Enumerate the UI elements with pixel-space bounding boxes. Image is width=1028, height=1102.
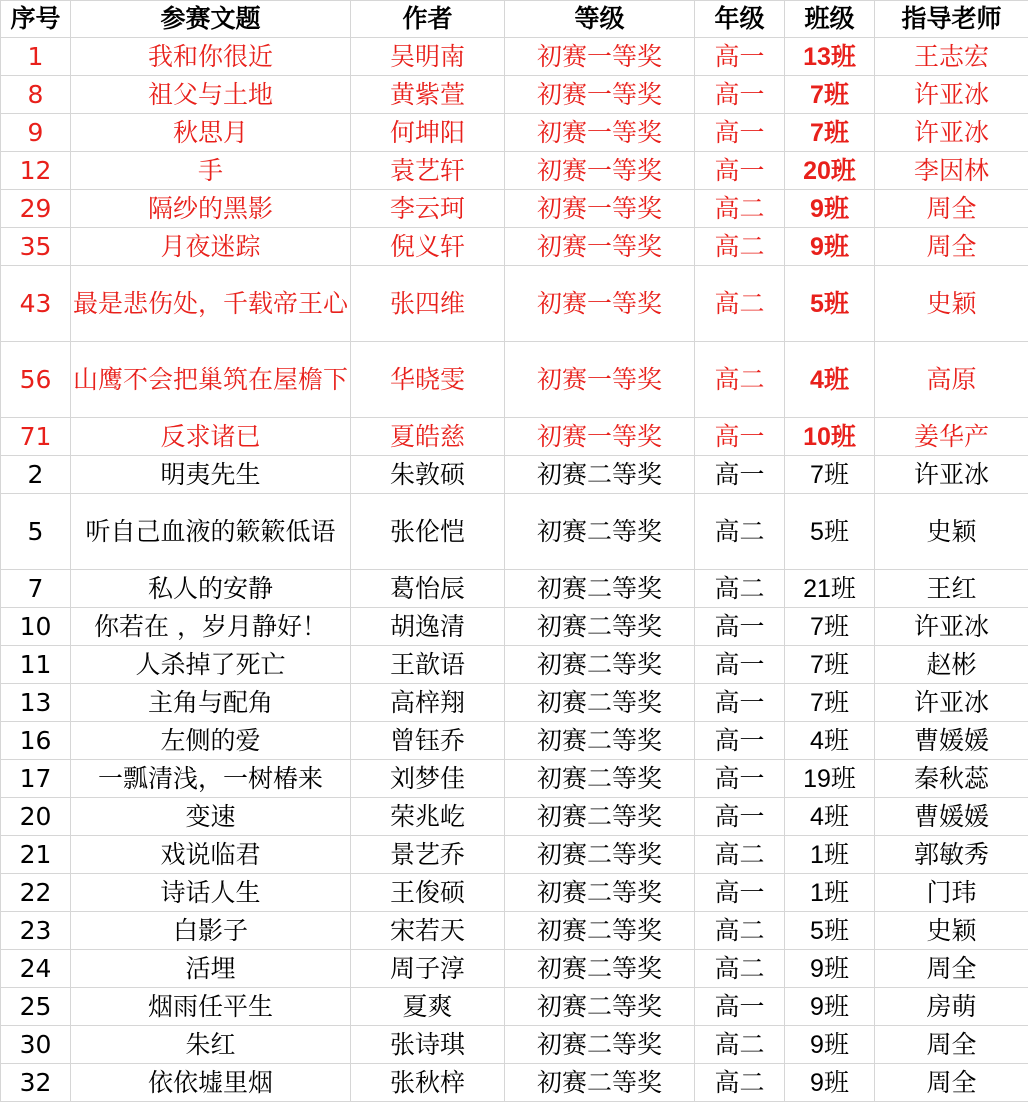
table-row (1, 684, 1028, 722)
header-row (1, 1, 1028, 38)
cell-grade: 高一 (695, 646, 785, 684)
cell-title: 最是悲伤处，千载帝王心 (71, 266, 351, 342)
cell-class: 9班 (785, 190, 875, 228)
cell-level: 初赛一等奖 (505, 342, 695, 418)
cell-level: 初赛一等奖 (505, 152, 695, 190)
cell-title: 我和你很近 (71, 38, 351, 76)
table-row (1, 456, 1028, 494)
cell-class: 13班 (785, 38, 875, 76)
cell-author: 王歆语 (351, 646, 505, 684)
cell-teacher: 姜华产 (875, 418, 1028, 456)
table-row (1, 1064, 1028, 1102)
cell-class: 9班 (785, 228, 875, 266)
cell-teacher: 许亚冰 (875, 608, 1028, 646)
cell-author: 张秋梓 (351, 1064, 505, 1102)
cell-author: 李云珂 (351, 190, 505, 228)
header-no: 序号 (1, 1, 71, 38)
cell-grade: 高二 (695, 228, 785, 266)
cell-no: 12 (1, 152, 71, 190)
table-row (1, 152, 1028, 190)
cell-grade: 高一 (695, 114, 785, 152)
cell-no: 8 (1, 76, 71, 114)
header-grade: 年级 (695, 1, 785, 38)
header-class: 班级 (785, 1, 875, 38)
cell-teacher: 房萌 (875, 988, 1028, 1026)
cell-teacher: 许亚冰 (875, 684, 1028, 722)
cell-no: 32 (1, 1064, 71, 1102)
table-row (1, 494, 1028, 570)
cell-class: 9班 (785, 950, 875, 988)
cell-class: 5班 (785, 912, 875, 950)
cell-teacher: 高原 (875, 342, 1028, 418)
cell-author: 葛怡辰 (351, 570, 505, 608)
cell-class: 9班 (785, 988, 875, 1026)
cell-title: 一瓢清浅，一树椿来 (71, 760, 351, 798)
cell-class: 9班 (785, 1026, 875, 1064)
cell-teacher: 王志宏 (875, 38, 1028, 76)
cell-grade: 高一 (695, 152, 785, 190)
table-row (1, 608, 1028, 646)
cell-grade: 高二 (695, 570, 785, 608)
cell-grade: 高二 (695, 950, 785, 988)
table-body (1, 38, 1028, 1102)
cell-teacher: 史颖 (875, 266, 1028, 342)
cell-grade: 高二 (695, 266, 785, 342)
cell-level: 初赛一等奖 (505, 114, 695, 152)
cell-level: 初赛一等奖 (505, 228, 695, 266)
cell-title: 秋思月 (71, 114, 351, 152)
cell-class: 5班 (785, 266, 875, 342)
table-row (1, 570, 1028, 608)
cell-author: 张四维 (351, 266, 505, 342)
cell-no: 10 (1, 608, 71, 646)
cell-author: 吴明南 (351, 38, 505, 76)
cell-grade: 高一 (695, 684, 785, 722)
cell-level: 初赛一等奖 (505, 76, 695, 114)
cell-no: 22 (1, 874, 71, 912)
cell-author: 张伦恺 (351, 494, 505, 570)
cell-level: 初赛二等奖 (505, 950, 695, 988)
cell-teacher: 曹媛媛 (875, 798, 1028, 836)
cell-title: 听自己血液的簌簌低语 (71, 494, 351, 570)
cell-no: 21 (1, 836, 71, 874)
cell-author: 黄紫萱 (351, 76, 505, 114)
table-row (1, 950, 1028, 988)
cell-author: 夏皓慈 (351, 418, 505, 456)
table-row (1, 190, 1028, 228)
cell-level: 初赛一等奖 (505, 38, 695, 76)
table-row (1, 228, 1028, 266)
cell-teacher: 周全 (875, 1064, 1028, 1102)
cell-class: 10班 (785, 418, 875, 456)
cell-no: 16 (1, 722, 71, 760)
cell-grade: 高一 (695, 456, 785, 494)
cell-level: 初赛二等奖 (505, 1064, 695, 1102)
cell-class: 7班 (785, 456, 875, 494)
cell-teacher: 许亚冰 (875, 76, 1028, 114)
cell-level: 初赛二等奖 (505, 608, 695, 646)
cell-no: 30 (1, 1026, 71, 1064)
cell-title: 诗话人生 (71, 874, 351, 912)
cell-no: 1 (1, 38, 71, 76)
cell-grade: 高二 (695, 1064, 785, 1102)
cell-no: 2 (1, 456, 71, 494)
cell-no: 24 (1, 950, 71, 988)
cell-teacher: 许亚冰 (875, 456, 1028, 494)
table-row (1, 912, 1028, 950)
cell-class: 5班 (785, 494, 875, 570)
cell-no: 56 (1, 342, 71, 418)
cell-teacher: 秦秋蕊 (875, 760, 1028, 798)
cell-author: 周子淳 (351, 950, 505, 988)
cell-level: 初赛二等奖 (505, 760, 695, 798)
table-row (1, 722, 1028, 760)
table-row (1, 798, 1028, 836)
cell-level: 初赛二等奖 (505, 836, 695, 874)
table-row (1, 760, 1028, 798)
cell-teacher: 周全 (875, 1026, 1028, 1064)
header-level: 等级 (505, 1, 695, 38)
cell-class: 7班 (785, 646, 875, 684)
table-row (1, 874, 1028, 912)
cell-title: 烟雨任平生 (71, 988, 351, 1026)
cell-teacher: 门玮 (875, 874, 1028, 912)
cell-teacher: 曹媛媛 (875, 722, 1028, 760)
cell-teacher: 周全 (875, 228, 1028, 266)
table-row (1, 646, 1028, 684)
cell-class: 4班 (785, 798, 875, 836)
cell-title: 你若在 ，岁月静好！ (71, 608, 351, 646)
cell-level: 初赛二等奖 (505, 798, 695, 836)
cell-no: 20 (1, 798, 71, 836)
cell-author: 荣兆屹 (351, 798, 505, 836)
cell-level: 初赛二等奖 (505, 684, 695, 722)
cell-teacher: 周全 (875, 950, 1028, 988)
cell-level: 初赛二等奖 (505, 494, 695, 570)
table-row (1, 266, 1028, 342)
table-row (1, 836, 1028, 874)
cell-grade: 高二 (695, 1026, 785, 1064)
cell-grade: 高二 (695, 342, 785, 418)
cell-no: 17 (1, 760, 71, 798)
table-row (1, 1026, 1028, 1064)
cell-title: 隔纱的黑影 (71, 190, 351, 228)
cell-title: 私人的安静 (71, 570, 351, 608)
cell-author: 张诗琪 (351, 1026, 505, 1064)
cell-no: 7 (1, 570, 71, 608)
cell-no: 5 (1, 494, 71, 570)
cell-title: 明夷先生 (71, 456, 351, 494)
cell-author: 袁艺轩 (351, 152, 505, 190)
cell-title: 月夜迷踪 (71, 228, 351, 266)
table-row (1, 76, 1028, 114)
table-row (1, 342, 1028, 418)
cell-author: 景艺乔 (351, 836, 505, 874)
header-author: 作者 (351, 1, 505, 38)
table-row (1, 114, 1028, 152)
cell-no: 43 (1, 266, 71, 342)
cell-class: 20班 (785, 152, 875, 190)
cell-title: 山鹰不会把巢筑在屋檐下 (71, 342, 351, 418)
cell-level: 初赛二等奖 (505, 988, 695, 1026)
cell-class: 4班 (785, 342, 875, 418)
cell-author: 高梓翔 (351, 684, 505, 722)
cell-level: 初赛二等奖 (505, 722, 695, 760)
cell-grade: 高一 (695, 608, 785, 646)
cell-title: 活埋 (71, 950, 351, 988)
cell-no: 25 (1, 988, 71, 1026)
cell-class: 21班 (785, 570, 875, 608)
cell-teacher: 史颖 (875, 494, 1028, 570)
cell-author: 胡逸清 (351, 608, 505, 646)
cell-class: 1班 (785, 836, 875, 874)
cell-teacher: 许亚冰 (875, 114, 1028, 152)
header-teacher: 指导老师 (875, 1, 1028, 38)
cell-level: 初赛二等奖 (505, 456, 695, 494)
cell-title: 白影子 (71, 912, 351, 950)
cell-author: 夏爽 (351, 988, 505, 1026)
cell-author: 曾钰乔 (351, 722, 505, 760)
cell-level: 初赛一等奖 (505, 266, 695, 342)
cell-class: 4班 (785, 722, 875, 760)
cell-no: 13 (1, 684, 71, 722)
cell-author: 倪义轩 (351, 228, 505, 266)
cell-author: 宋若天 (351, 912, 505, 950)
cell-teacher: 王红 (875, 570, 1028, 608)
cell-grade: 高一 (695, 76, 785, 114)
cell-teacher: 赵彬 (875, 646, 1028, 684)
cell-title: 变速 (71, 798, 351, 836)
cell-author: 华晓雯 (351, 342, 505, 418)
cell-teacher: 史颖 (875, 912, 1028, 950)
cell-grade: 高二 (695, 836, 785, 874)
cell-class: 7班 (785, 684, 875, 722)
cell-class: 19班 (785, 760, 875, 798)
cell-title: 祖父与土地 (71, 76, 351, 114)
cell-class: 9班 (785, 1064, 875, 1102)
cell-no: 23 (1, 912, 71, 950)
header-title: 参赛文题 (71, 1, 351, 38)
cell-level: 初赛二等奖 (505, 912, 695, 950)
cell-title: 朱红 (71, 1026, 351, 1064)
cell-grade: 高二 (695, 494, 785, 570)
cell-no: 11 (1, 646, 71, 684)
cell-no: 35 (1, 228, 71, 266)
cell-author: 朱敦硕 (351, 456, 505, 494)
cell-teacher: 周全 (875, 190, 1028, 228)
cell-teacher: 郭敏秀 (875, 836, 1028, 874)
cell-title: 反求诸已 (71, 418, 351, 456)
cell-class: 1班 (785, 874, 875, 912)
cell-level: 初赛二等奖 (505, 646, 695, 684)
cell-title: 依依墟里烟 (71, 1064, 351, 1102)
cell-level: 初赛二等奖 (505, 570, 695, 608)
cell-grade: 高一 (695, 874, 785, 912)
cell-title: 手 (71, 152, 351, 190)
cell-grade: 高一 (695, 798, 785, 836)
cell-level: 初赛二等奖 (505, 874, 695, 912)
cell-grade: 高一 (695, 760, 785, 798)
cell-grade: 高一 (695, 988, 785, 1026)
cell-class: 7班 (785, 76, 875, 114)
cell-class: 7班 (785, 114, 875, 152)
cell-grade: 高一 (695, 418, 785, 456)
cell-no: 9 (1, 114, 71, 152)
cell-grade: 高一 (695, 722, 785, 760)
cell-title: 戏说临君 (71, 836, 351, 874)
cell-author: 何坤阳 (351, 114, 505, 152)
cell-class: 7班 (785, 608, 875, 646)
table-row (1, 418, 1028, 456)
cell-teacher: 李因林 (875, 152, 1028, 190)
cell-author: 王俊硕 (351, 874, 505, 912)
cell-title: 主角与配角 (71, 684, 351, 722)
cell-no: 71 (1, 418, 71, 456)
cell-grade: 高一 (695, 38, 785, 76)
table-row (1, 988, 1028, 1026)
table-row (1, 38, 1028, 76)
cell-level: 初赛二等奖 (505, 1026, 695, 1064)
cell-level: 初赛一等奖 (505, 418, 695, 456)
cell-title: 左侧的爱 (71, 722, 351, 760)
cell-grade: 高二 (695, 190, 785, 228)
cell-title: 人杀掉了死亡 (71, 646, 351, 684)
cell-no: 29 (1, 190, 71, 228)
cell-level: 初赛一等奖 (505, 190, 695, 228)
cell-grade: 高二 (695, 912, 785, 950)
cell-author: 刘梦佳 (351, 760, 505, 798)
